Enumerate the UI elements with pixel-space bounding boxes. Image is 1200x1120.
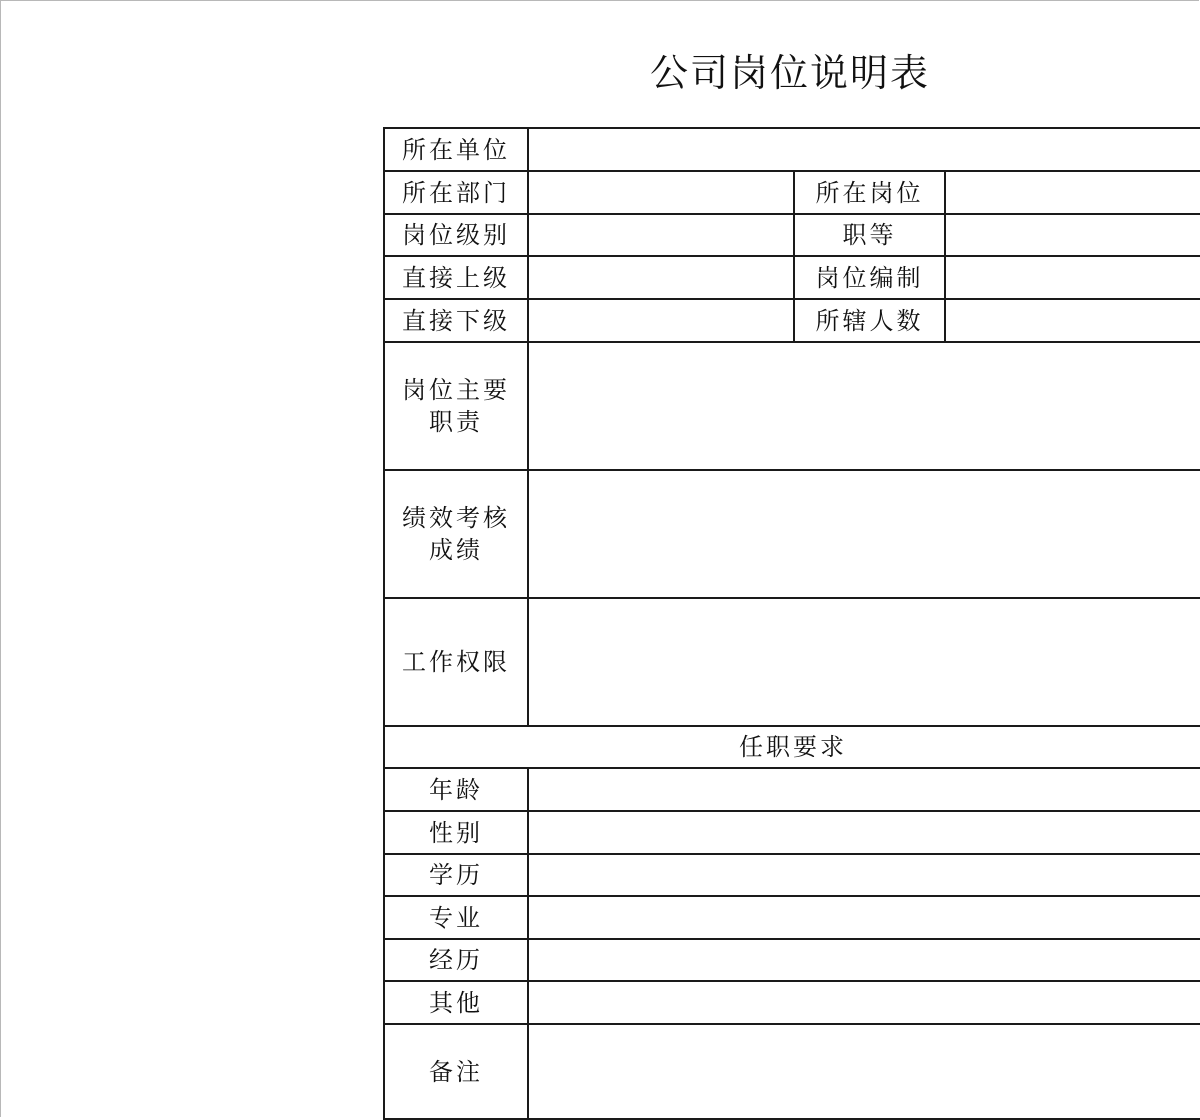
label-education: 学历 [384, 854, 528, 896]
field-remarks[interactable] [528, 1024, 1200, 1119]
form-row-level [384, 214, 1200, 256]
label-grade: 职等 [794, 214, 945, 256]
field-department[interactable] [528, 171, 794, 214]
label-remarks: 备注 [384, 1024, 528, 1119]
form-row-performance [384, 470, 1200, 598]
field-experience[interactable] [528, 939, 1200, 981]
field-age[interactable] [528, 768, 1200, 811]
label-staff-count: 所辖人数 [794, 299, 945, 342]
label-gender: 性别 [384, 811, 528, 854]
field-grade[interactable] [945, 214, 1200, 256]
form-row-education [384, 854, 1200, 896]
label-performance-text: 绩效考核成绩 [402, 504, 510, 564]
label-superior: 直接上级 [384, 256, 528, 299]
form-row-gender [384, 811, 1200, 854]
field-headcount-plan[interactable] [945, 256, 1200, 299]
label-performance [384, 470, 528, 598]
label-major: 专业 [384, 896, 528, 939]
field-gender[interactable] [528, 811, 1200, 854]
label-unit: 所在单位 [384, 128, 528, 171]
form-row-age [384, 768, 1200, 811]
field-subordinate[interactable] [528, 299, 794, 342]
label-age: 年龄 [384, 768, 528, 811]
label-department: 所在部门 [384, 171, 528, 214]
field-duties[interactable] [528, 342, 1200, 470]
label-experience: 经历 [384, 939, 528, 981]
form-row-remarks [384, 1024, 1200, 1119]
field-authority[interactable] [528, 598, 1200, 726]
document-title: 公司岗位说明表 [649, 51, 930, 95]
field-position[interactable] [945, 171, 1200, 214]
label-position: 所在岗位 [794, 171, 945, 214]
form-row-experience [384, 939, 1200, 981]
requirements-header: 任职要求 [384, 726, 1200, 768]
label-headcount-plan: 岗位编制 [794, 256, 945, 299]
field-education[interactable] [528, 854, 1200, 896]
field-unit[interactable] [528, 128, 1200, 171]
form-row-duties [384, 342, 1200, 470]
field-superior[interactable] [528, 256, 794, 299]
job-description-form [383, 127, 1200, 1120]
form-row-superior [384, 256, 1200, 299]
field-performance[interactable] [528, 470, 1200, 598]
label-authority: 工作权限 [384, 598, 528, 726]
label-subordinate: 直接下级 [384, 299, 528, 342]
form-row-unit [384, 128, 1200, 171]
label-other: 其他 [384, 981, 528, 1024]
form-row-authority [384, 598, 1200, 726]
label-duties [384, 342, 528, 470]
form-row-other [384, 981, 1200, 1024]
form-row-requirements-header [384, 726, 1200, 768]
label-level: 岗位级别 [384, 214, 528, 256]
field-level[interactable] [528, 214, 794, 256]
label-duties-text: 岗位主要职责 [402, 376, 510, 436]
field-major[interactable] [528, 896, 1200, 939]
field-staff-count[interactable] [945, 299, 1200, 342]
field-other[interactable] [528, 981, 1200, 1024]
form-row-subordinate [384, 299, 1200, 342]
form-row-major [384, 896, 1200, 939]
form-row-department [384, 171, 1200, 214]
